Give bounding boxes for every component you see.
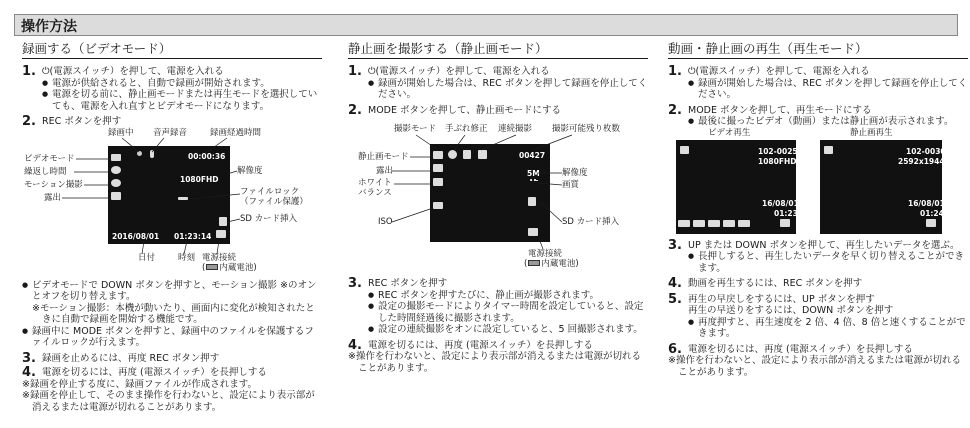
step-text: UP または DOWN ボタンを押して、再生したいデータを選ぶ。: [688, 239, 960, 251]
label-resolution: 解像度: [562, 168, 588, 178]
bullet: ● 設定の連続撮影をオンに設定していると、5 回撮影されます。: [368, 324, 648, 336]
still-mode-section: [348, 40, 648, 374]
label-still-mode: 静止画モード: [358, 152, 409, 162]
label-wb: ホワイト バランス: [358, 178, 392, 198]
video-file-icon: [680, 146, 689, 154]
label-loop-time: 繰返し時間: [24, 166, 67, 177]
label-remaining: 撮影可能残り枚数: [552, 124, 621, 134]
bullet: ● 録画が開始した場合は、REC ボタンを押して録画を停止してください。: [368, 78, 648, 101]
label-iso: ISO: [378, 217, 393, 227]
power-icon: ⏻: [368, 66, 376, 77]
step-number: 4.: [668, 276, 682, 291]
step-number: 3.: [22, 350, 36, 366]
label-exposure: 露出: [376, 166, 394, 176]
step-6: [668, 341, 968, 357]
step-4: [22, 367, 322, 379]
step-number: 1.: [668, 64, 682, 79]
step-4: [668, 278, 968, 290]
step-3: [668, 237, 968, 275]
play-control-icon: [678, 220, 690, 227]
bullet: ● 最後に撮ったビデオ（動画）または静止画が表示されます。: [688, 116, 968, 128]
playback-screens: [668, 128, 968, 236]
label-resolution: 解像度: [237, 165, 263, 176]
still-playback-screen: [820, 140, 946, 234]
screen-time: 01:23:14: [174, 231, 212, 241]
step-1: [668, 66, 968, 101]
step-text: 電源を切るには、再度 (電源スイッチ）を長押しする: [688, 343, 913, 355]
screen-count: 00427: [519, 151, 546, 160]
bullet: ● 設定の撮影モードによりタイマー時間を設定していると、設定した時間経過後に撮影されます。: [368, 301, 648, 324]
step-3: [348, 278, 648, 336]
step-text: 電源を切るには、再度 (電源スイッチ）を長押しする: [368, 339, 593, 351]
label-power: 電源接続: [528, 249, 563, 259]
bullet: ● 再度押すと、再生速度を 2 倍、4 倍、8 倍と速くすることができます。: [688, 317, 968, 340]
step-text: 録画を止めるには、再度 REC ボタン押す: [42, 352, 220, 364]
label-motion: モーション撮影: [24, 179, 83, 190]
label-video-playback: ビデオ再生: [708, 127, 751, 138]
playback-mode-section: [668, 40, 968, 378]
bullet: ● 電源が供給されると、自動で録画が開始されます。: [42, 78, 322, 90]
step-number: 1.: [22, 64, 36, 79]
label-sd-card: SD カード挿入: [562, 217, 620, 227]
label-quality: 画質: [562, 180, 580, 190]
screen-res: 1080FHD: [758, 156, 797, 166]
screen-time: 01:24: [920, 208, 944, 218]
label-still-playback: 静止画再生: [850, 127, 893, 138]
still-screen-diagram: [348, 116, 648, 274]
section-title: 動画・静止画の再生（再生モード）: [668, 40, 968, 59]
label-elapsed: 録画経過時間: [210, 127, 262, 138]
step-number: 4.: [348, 337, 362, 353]
note: ※操作を行わないと、設定により表示部が消えるまたは電源が切れることがあります。: [668, 355, 961, 378]
label-sd-card: SD カード挿入: [240, 213, 298, 224]
step-text: 再生の早送りをするには、DOWN ボタンを押す: [688, 305, 894, 316]
section-title: 録画する（ビデオモード）: [22, 40, 322, 59]
label-audio: 音声録音: [153, 127, 188, 138]
power-icon: ⏻: [42, 66, 50, 77]
label-exposure: 露出: [44, 192, 62, 203]
label-shake: 手ぶれ修正: [445, 124, 488, 134]
stop-icon: [708, 220, 720, 227]
step-number: 2.: [668, 102, 682, 118]
step-1: [22, 66, 322, 112]
step-5: [668, 291, 968, 340]
step-number: 5.: [668, 291, 682, 307]
screen-date: 16/08/01: [762, 198, 799, 208]
screen-resolution: 1080FHD: [180, 174, 219, 184]
page-title: 操作方法: [21, 19, 77, 35]
label-battery: ( 内蔵電池): [524, 259, 579, 269]
step-text: MODE ボタンを押して、静止画モードにする: [368, 104, 561, 116]
page-header: [14, 14, 958, 36]
screen-file: 102-0025: [758, 146, 798, 156]
bullet: ● 録画が開始した場合は、REC ボタンを押して録画を停止してください。: [688, 78, 968, 101]
screen-date: 16/08/01: [908, 198, 945, 208]
bullet: ● 電源を切る前に、静止画モードまたは再生モードを選択していても、電源を入れ直すとビデオモードになります。: [42, 89, 322, 112]
pause-icon: [738, 220, 750, 227]
label-date: 日付: [138, 252, 156, 263]
video-mode-section: [22, 40, 322, 413]
step-text: (電源スイッチ）を押して、電源を入れる: [375, 66, 550, 77]
label-file-lock: ファイルロック （ファイル保護）: [240, 186, 308, 207]
power-plug-icon: [780, 219, 790, 227]
video-playback-screen: [676, 140, 799, 234]
bullet: ● 録画中に MODE ボタンを押すと、録画中のファイルを保護するファイルロックが行えます。: [22, 326, 322, 349]
step-text: (電源スイッチ）を押して、電源を入れる: [695, 66, 870, 77]
screen-time: 01:23: [774, 208, 798, 218]
step-text: 動画を再生するには、REC ボタンを押す: [688, 278, 863, 289]
step-number: 2.: [348, 102, 362, 118]
leader-lines: [22, 128, 322, 280]
screen-file: 102-0030: [906, 146, 946, 156]
bullet: ● ビデオモードで DOWN ボタンを押すと、モーション撮影 ※のオンとオフを切り替えます。: [22, 280, 322, 303]
step-number: 3.: [668, 237, 682, 253]
step-1: [348, 66, 648, 101]
image-file-icon: [824, 146, 833, 154]
step-2: [348, 102, 648, 118]
label-shoot-mode: 撮影モード: [394, 124, 437, 134]
note: ※操作を行わないと、設定により表示部が消えるまたは電源が切れることがあります。: [348, 351, 641, 374]
screen-res: 2592x1944: [898, 156, 945, 166]
step-text: (電源スイッチ）を押して、電源を入れる: [49, 66, 224, 77]
label-burst: 連続撮影: [498, 124, 533, 134]
screen-elapsed: 00:00:36: [188, 151, 226, 161]
power-plug-icon: [926, 219, 936, 227]
step-text: REC ボタンを押す: [42, 116, 122, 127]
screen-res: 5M: [527, 169, 540, 178]
step-text: 電源を切るには、再度 (電源スイッチ）を長押しする: [42, 367, 267, 378]
step-number: 3.: [348, 276, 362, 291]
fast-forward-icon: [723, 220, 735, 227]
bullet: ● REC ボタンを押すたびに、静止画が撮影されます。: [368, 290, 648, 302]
section-title: 静止画を撮影する（静止画モード）: [348, 40, 648, 59]
label-power: 電源接続: [202, 252, 237, 263]
rewind-icon: [693, 220, 705, 227]
step-2: [668, 102, 968, 128]
leader-lines: [348, 116, 648, 274]
label-recording: 録画中: [108, 127, 134, 138]
label-video-mode: ビデオモード: [24, 153, 75, 164]
step-text: REC ボタンを押す: [368, 278, 448, 289]
step-number: 2.: [22, 114, 36, 129]
step-text: 再生の早戻しをするには、UP ボタンを押す: [688, 293, 875, 305]
bullet: ● 長押しすると、再生したいデータを早く切り替えることができます。: [688, 251, 968, 274]
video-screen-diagram: [22, 128, 322, 280]
note: ※録画を停止する度に、録画ファイルが作成されます。: [22, 378, 258, 390]
note: ※モーション撮影：本機が動いたり、画面内に変化が検知されたときに自動で録画を開始する機能です。: [32, 302, 315, 325]
label-battery: ( 内蔵電池): [202, 262, 257, 273]
screen-date: 2016/08/01: [112, 231, 160, 241]
label-time: 時刻: [178, 252, 196, 263]
step-4: [348, 337, 648, 353]
step-3: [22, 350, 322, 366]
step-number: 1.: [348, 64, 362, 79]
note: ※録画を停止して、そのまま操作を行わないと、設定により表示部が消えるまたは電源が切れることがあります。: [22, 390, 315, 413]
step-number: 4.: [22, 365, 36, 380]
step-text: MODE ボタンを押して、再生モードにする: [688, 104, 872, 116]
step-number: 6.: [668, 341, 682, 357]
power-icon: ⏻: [688, 66, 696, 77]
step-2: [22, 116, 322, 128]
